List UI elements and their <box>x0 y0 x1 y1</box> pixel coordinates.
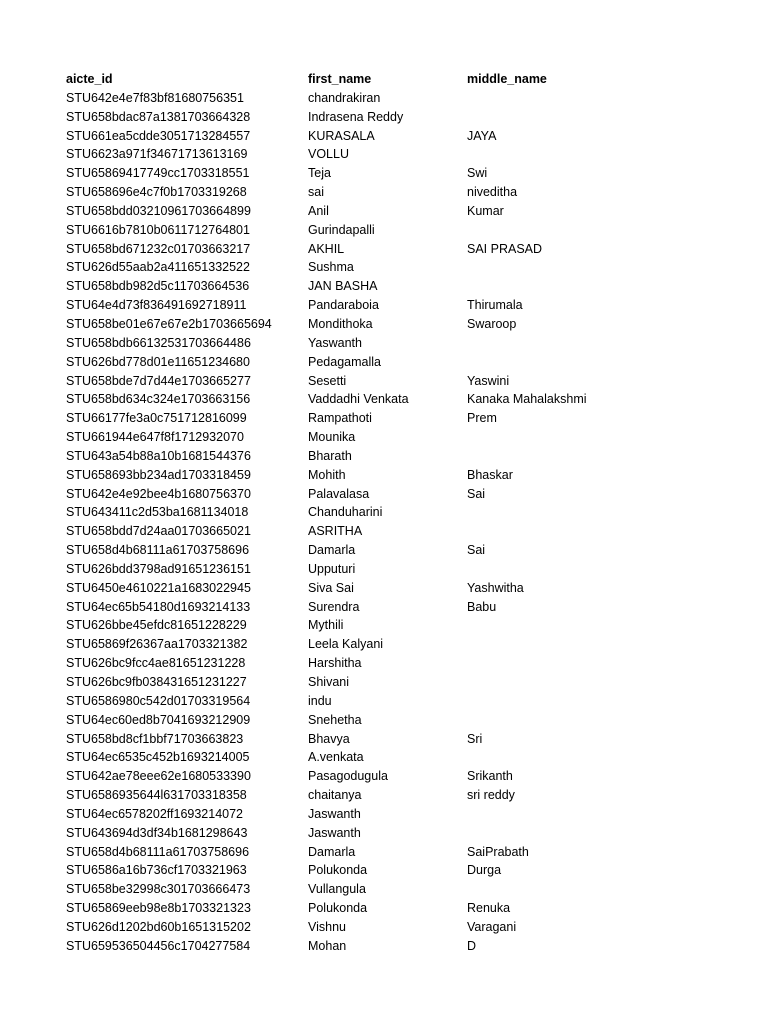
header-middle-name: middle_name <box>467 72 547 86</box>
cell-middle-name <box>467 748 667 767</box>
cell-first-name: Shivani <box>308 675 349 689</box>
cell-first-name: Anil <box>308 203 329 218</box>
cell-aicte-id: STU658bde7d7d44e1703665277 <box>66 373 251 388</box>
table-row <box>66 296 667 315</box>
cell-first-name: indu <box>308 693 332 708</box>
cell-middle-name <box>467 654 667 673</box>
table-row <box>66 428 667 447</box>
cell-middle-name: Sri <box>467 731 483 746</box>
cell-first-name: Leela Kalyani <box>308 637 384 652</box>
cell-first-name: Mohan <box>308 938 347 953</box>
cell-middle-name <box>467 447 667 466</box>
table-row <box>66 899 667 918</box>
spreadsheet <box>0 70 768 956</box>
cell-first-name: Sushma <box>308 260 354 275</box>
cell-first-name: Mythili <box>308 618 344 633</box>
cell-aicte-id: STU658bdb982d5c11703664536 <box>66 279 250 294</box>
table-row <box>66 145 667 164</box>
cell-first-name: A.venkata <box>308 750 364 765</box>
table-row <box>66 673 667 692</box>
table-row <box>66 635 667 654</box>
cell-middle-name: Swaroop <box>467 316 517 331</box>
cell-aicte-id: STU658be01e67e67e2b1703665694 <box>66 316 272 331</box>
cell-first-name: ASRITHA <box>308 524 363 539</box>
cell-middle-name <box>467 428 667 447</box>
cell-first-name: Damarla <box>308 844 356 859</box>
cell-first-name: sai <box>308 185 324 200</box>
table-row <box>66 353 667 372</box>
table-row <box>66 372 667 391</box>
cell-aicte-id: STU64ec6535c452b1693214005 <box>66 750 250 765</box>
cell-middle-name <box>467 522 667 541</box>
cell-aicte-id: STU6586935644l631703318358 <box>66 788 247 803</box>
cell-middle-name: Srikanth <box>467 769 513 784</box>
cell-aicte-id: STU658d4b68111a61703758696 <box>66 844 250 859</box>
cell-middle-name: sri reddy <box>467 788 515 803</box>
table-row <box>66 767 667 786</box>
cell-first-name: Mounika <box>308 430 356 445</box>
cell-aicte-id: STU626bc9fb038431651231227 <box>66 675 247 689</box>
table-row <box>66 315 667 334</box>
cell-first-name: VOLLU <box>308 147 349 162</box>
cell-first-name: JAN BASHA <box>308 279 378 294</box>
cell-aicte-id: STU64e4d73f836491692718911 <box>66 298 247 313</box>
table-row <box>66 447 667 466</box>
cell-middle-name: JAYA <box>467 128 497 143</box>
cell-first-name: Bhavya <box>308 731 350 746</box>
cell-first-name: Pedagamalla <box>308 354 381 369</box>
cell-aicte-id: STU658693bb234ad1703318459 <box>66 467 251 482</box>
cell-middle-name: Swi <box>467 166 488 181</box>
cell-first-name: Bharath <box>308 448 352 463</box>
cell-aicte-id: STU658bdd03210961703664899 <box>66 203 251 218</box>
cell-first-name: AKHIL <box>308 241 345 256</box>
cell-aicte-id: STU661ea5cdde3051713284557 <box>66 128 251 143</box>
cell-first-name: Rampathoti <box>308 411 372 426</box>
cell-middle-name <box>467 503 667 522</box>
table-row <box>66 711 667 730</box>
cell-aicte-id: STU658bd671232c01703663217 <box>66 241 251 256</box>
table-row <box>66 937 667 956</box>
cell-first-name: Snehetha <box>308 712 362 727</box>
table-row <box>66 730 667 749</box>
table-row <box>66 861 667 880</box>
cell-aicte-id: STU6623a971f34671713613169 <box>66 147 248 162</box>
cell-aicte-id: STU626bd778d01e11651234680 <box>66 354 250 369</box>
table-row <box>66 334 667 353</box>
cell-aicte-id: STU661944e647f8f1712932070 <box>66 430 244 445</box>
header-row <box>66 70 667 89</box>
cell-first-name: chandrakiran <box>308 90 381 105</box>
cell-aicte-id: STU6616b7810b0611712764801 <box>66 222 250 237</box>
cell-aicte-id: STU6586a16b736cf1703321963 <box>66 863 247 878</box>
cell-middle-name <box>467 711 667 730</box>
cell-aicte-id: STU65869417749cc1703318551 <box>66 166 250 181</box>
cell-first-name: KURASALA <box>308 128 375 143</box>
cell-aicte-id: STU642e4e92bee4b1680756370 <box>66 486 251 501</box>
table-row <box>66 164 667 183</box>
table-row <box>66 616 667 635</box>
cell-aicte-id: STU642ae78eee62e1680533390 <box>66 769 251 784</box>
cell-first-name: Palavalasa <box>308 486 370 501</box>
cell-middle-name: SaiPrabath <box>467 844 529 859</box>
table-row <box>66 824 667 843</box>
table-row <box>66 390 667 409</box>
cell-first-name: Gurindapalli <box>308 222 375 237</box>
cell-aicte-id: STU64ec6578202ff1693214072 <box>66 806 244 821</box>
cell-aicte-id: STU658d4b68111a61703758696 <box>66 543 250 558</box>
cell-first-name: Surendra <box>308 599 360 614</box>
table-row <box>66 522 667 541</box>
cell-first-name: Chanduharini <box>308 505 383 520</box>
table-row <box>66 258 667 277</box>
cell-first-name: Damarla <box>308 543 356 558</box>
cell-aicte-id: STU658bd634c324e1703663156 <box>66 392 251 407</box>
cell-first-name: chaitanya <box>308 788 362 803</box>
cell-first-name: Vishnu <box>308 919 346 934</box>
cell-aicte-id: STU65869eeb98e8b1703321323 <box>66 901 251 916</box>
cell-middle-name <box>467 258 667 277</box>
table-row <box>66 598 667 617</box>
cell-aicte-id: STU626d1202bd60b1651315202 <box>66 919 251 934</box>
cell-middle-name <box>467 616 667 635</box>
cell-aicte-id: STU658696e4c7f0b1703319268 <box>66 185 247 200</box>
cell-middle-name: Durga <box>467 863 502 878</box>
table-row <box>66 221 667 240</box>
cell-first-name: Teja <box>308 166 331 181</box>
cell-middle-name: SAI PRASAD <box>467 241 543 256</box>
cell-middle-name: Yaswini <box>467 373 510 388</box>
cell-aicte-id: STU642e4e7f83bf81680756351 <box>66 90 244 105</box>
table-row <box>66 692 667 711</box>
cell-aicte-id: STU658bd8cf1bbf71703663823 <box>66 731 244 746</box>
cell-middle-name <box>467 560 667 579</box>
cell-middle-name <box>467 805 667 824</box>
cell-middle-name <box>467 89 667 108</box>
table-row <box>66 485 667 504</box>
cell-first-name: Upputuri <box>308 561 356 576</box>
cell-aicte-id: STU626bbe45efdc81651228229 <box>66 618 247 633</box>
cell-middle-name: Kanaka Mahalakshmi <box>467 392 587 407</box>
cell-middle-name: Kumar <box>467 203 504 218</box>
cell-aicte-id: STU643a54b88a10b1681544376 <box>66 448 251 463</box>
cell-first-name: Polukonda <box>308 863 368 878</box>
cell-middle-name: Sai <box>467 543 486 558</box>
table-row <box>66 560 667 579</box>
cell-middle-name <box>467 692 667 711</box>
table-row <box>66 277 667 296</box>
cell-aicte-id: STU658bdb66132531703664486 <box>66 335 251 350</box>
cell-middle-name: Thirumala <box>467 298 523 313</box>
cell-middle-name <box>467 824 667 843</box>
table-row <box>66 127 667 146</box>
cell-middle-name: Bhaskar <box>467 467 513 482</box>
cell-first-name: Pasagodugula <box>308 769 388 784</box>
table-row <box>66 843 667 862</box>
cell-aicte-id: STU6450e4610221a1683022945 <box>66 580 251 595</box>
cell-middle-name <box>467 673 667 692</box>
table-row <box>66 786 667 805</box>
cell-middle-name: Renuka <box>467 901 511 916</box>
table-body <box>66 89 667 956</box>
table-row <box>66 918 667 937</box>
cell-first-name: Indrasena Reddy <box>308 109 404 124</box>
cell-middle-name: Babu <box>467 599 497 614</box>
table-row <box>66 240 667 259</box>
table-row <box>66 579 667 598</box>
cell-middle-name: Sai <box>467 486 486 501</box>
cell-middle-name <box>467 353 667 372</box>
cell-aicte-id: STU643694d3df34b1681298643 <box>66 825 248 840</box>
table-row <box>66 541 667 560</box>
cell-middle-name <box>467 221 667 240</box>
cell-first-name: Yaswanth <box>308 335 362 350</box>
cell-middle-name <box>467 108 667 127</box>
student-table <box>66 70 667 956</box>
cell-aicte-id: STU65869f26367aa1703321382 <box>66 637 248 652</box>
table-row <box>66 466 667 485</box>
cell-first-name: Jaswanth <box>308 825 361 840</box>
cell-aicte-id: STU643411c2d53ba1681134018 <box>66 505 249 520</box>
table-row <box>66 503 667 522</box>
cell-aicte-id: STU658bdd7d24aa01703665021 <box>66 524 251 539</box>
table-row <box>66 183 667 202</box>
cell-middle-name <box>467 880 667 899</box>
cell-middle-name: Varagani <box>467 919 517 934</box>
cell-middle-name <box>467 635 667 654</box>
table-row <box>66 409 667 428</box>
table-row <box>66 202 667 221</box>
table-row <box>66 654 667 673</box>
cell-middle-name: Prem <box>467 411 497 426</box>
cell-aicte-id: STU64ec60ed8b7041693212909 <box>66 712 251 727</box>
table-row <box>66 805 667 824</box>
cell-first-name: Jaswanth <box>308 806 361 821</box>
cell-first-name: Pandaraboia <box>308 298 379 313</box>
cell-first-name: Mohith <box>308 467 346 482</box>
header-first-name: first_name <box>308 72 372 86</box>
header-aicte-id: aicte_id <box>66 72 113 86</box>
cell-middle-name: D <box>467 938 477 953</box>
cell-middle-name <box>467 334 667 353</box>
cell-aicte-id: STU66177fe3a0c751712816099 <box>66 411 247 426</box>
cell-first-name: Harshitha <box>308 656 362 671</box>
cell-first-name: Vaddadhi Venkata <box>308 392 409 407</box>
cell-aicte-id: STU626bc9fcc4ae81651231228 <box>66 656 246 671</box>
cell-first-name: Polukonda <box>308 901 368 916</box>
cell-first-name: Siva Sai <box>308 580 354 595</box>
cell-aicte-id: STU658be32998c301703666473 <box>66 882 251 897</box>
cell-aicte-id: STU6586980c542d01703319564 <box>66 693 251 708</box>
cell-middle-name: niveditha <box>467 185 518 200</box>
cell-aicte-id: STU626bdd3798ad91651236151 <box>66 561 251 576</box>
table-row <box>66 748 667 767</box>
table-row <box>66 108 667 127</box>
cell-middle-name <box>467 145 667 164</box>
cell-aicte-id: STU626d55aab2a411651332522 <box>66 260 250 275</box>
table-row <box>66 89 667 108</box>
cell-aicte-id: STU64ec65b54180d1693214133 <box>66 599 251 614</box>
cell-first-name: Vullangula <box>308 882 366 897</box>
cell-first-name: Mondithoka <box>308 316 373 331</box>
cell-aicte-id: STU658bdac87a1381703664328 <box>66 109 251 124</box>
cell-middle-name <box>467 277 667 296</box>
cell-first-name: Sesetti <box>308 373 347 388</box>
cell-middle-name: Yashwitha <box>467 580 524 595</box>
cell-aicte-id: STU659536504456c1704277584 <box>66 938 251 953</box>
table-row <box>66 880 667 899</box>
